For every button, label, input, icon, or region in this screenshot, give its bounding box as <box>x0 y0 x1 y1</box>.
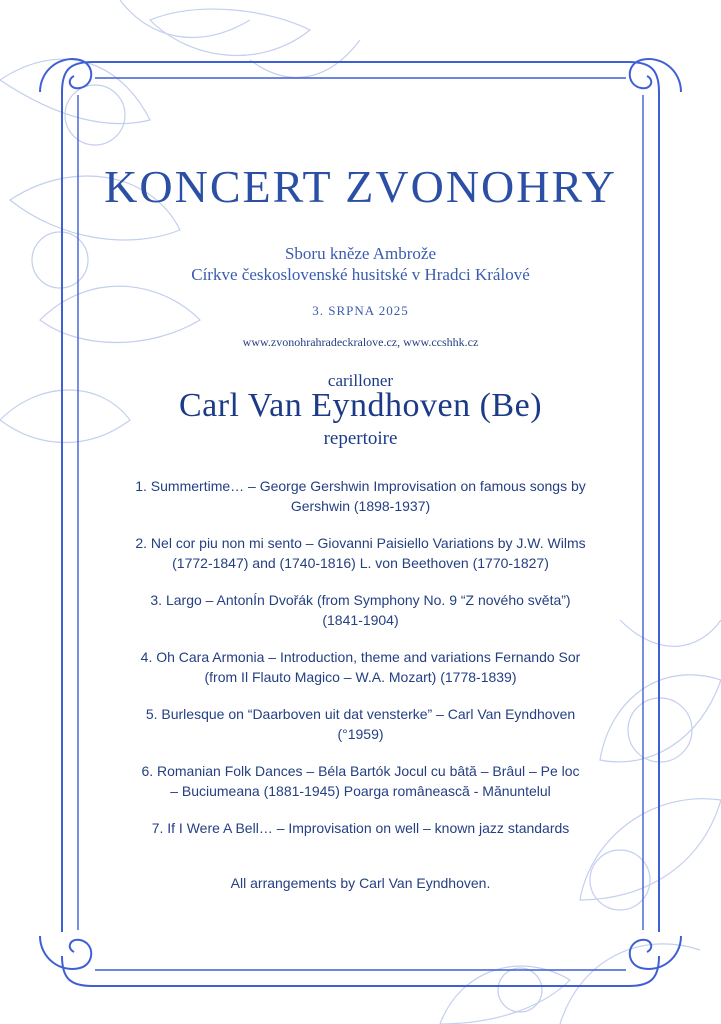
repertoire-item <box>70 476 651 516</box>
concert-date: 3. SRPNA 2025 <box>312 303 409 318</box>
repertoire-item <box>70 818 651 838</box>
repertoire-item-line: 1. Summertime… – George Gershwin Improvisation on famous songs by <box>135 478 586 494</box>
repertoire-item-line: 6. Romanian Folk Dances – Béla Bartók Jocul cu bâtă – Brâul – Pe loc <box>141 763 580 779</box>
repertoire-item-line: 5. Burlesque on “Daarboven uit dat vensterke” – Carl Van Eyndhoven <box>145 706 576 722</box>
repertoire-item-line: 3. Largo – AntonÍn Dvořák (from Symphony No. 9 “Z nového světa”) <box>150 592 571 608</box>
repertoire-item-line: 2. Nel cor piu non mi sento – Giovanni Paisiello Variations by J.W. Wilms <box>135 535 586 551</box>
websites: www.zvonohrahradeckralove.cz, www.ccshhk.cz <box>242 335 479 349</box>
repertoire-item <box>70 590 651 630</box>
performer-role: carilloner <box>327 371 394 390</box>
repertoire-item-line: Gershwin (1898-1937) <box>290 498 431 514</box>
repertoire-item <box>70 647 651 687</box>
repertoire-item-line: 4. Oh Cara Armonia – Introduction, theme and variations Fernando Sor <box>140 649 581 665</box>
arrangements-note: All arrangements by Carl Van Eyndhoven. <box>230 875 491 891</box>
repertoire-item <box>70 533 651 573</box>
repertoire-item-line: (1772-1847) and (1740-1816) L. von Beethoven (1770-1827) <box>172 555 549 571</box>
repertoire-item-line: 7. If I Were A Bell… – Improvisation on well – known jazz standards <box>151 820 570 836</box>
repertoire-item-line: (from Il Flauto Magico – W.A. Mozart) (1778-1839) <box>204 669 517 685</box>
page-title: KONCERT ZVONOHRY <box>104 161 617 212</box>
organizer-line-2: Církve československé husitské v Hradci Králové <box>191 265 530 284</box>
repertoire-item-line: (°1959) <box>337 726 384 742</box>
repertoire-item-line: – Buciumeana (1881-1945) Poarga românească - Mănuntelul <box>170 783 551 799</box>
performer-name: Carl Van Eyndhoven (Be) <box>178 387 543 424</box>
repertoire-item-line: (1841-1904) <box>322 612 399 628</box>
repertoire-item <box>70 704 651 744</box>
repertoire-heading: repertoire <box>323 428 398 449</box>
organizer-line-1: Sboru kněze Ambrože <box>284 244 437 263</box>
repertoire-item <box>70 761 651 801</box>
